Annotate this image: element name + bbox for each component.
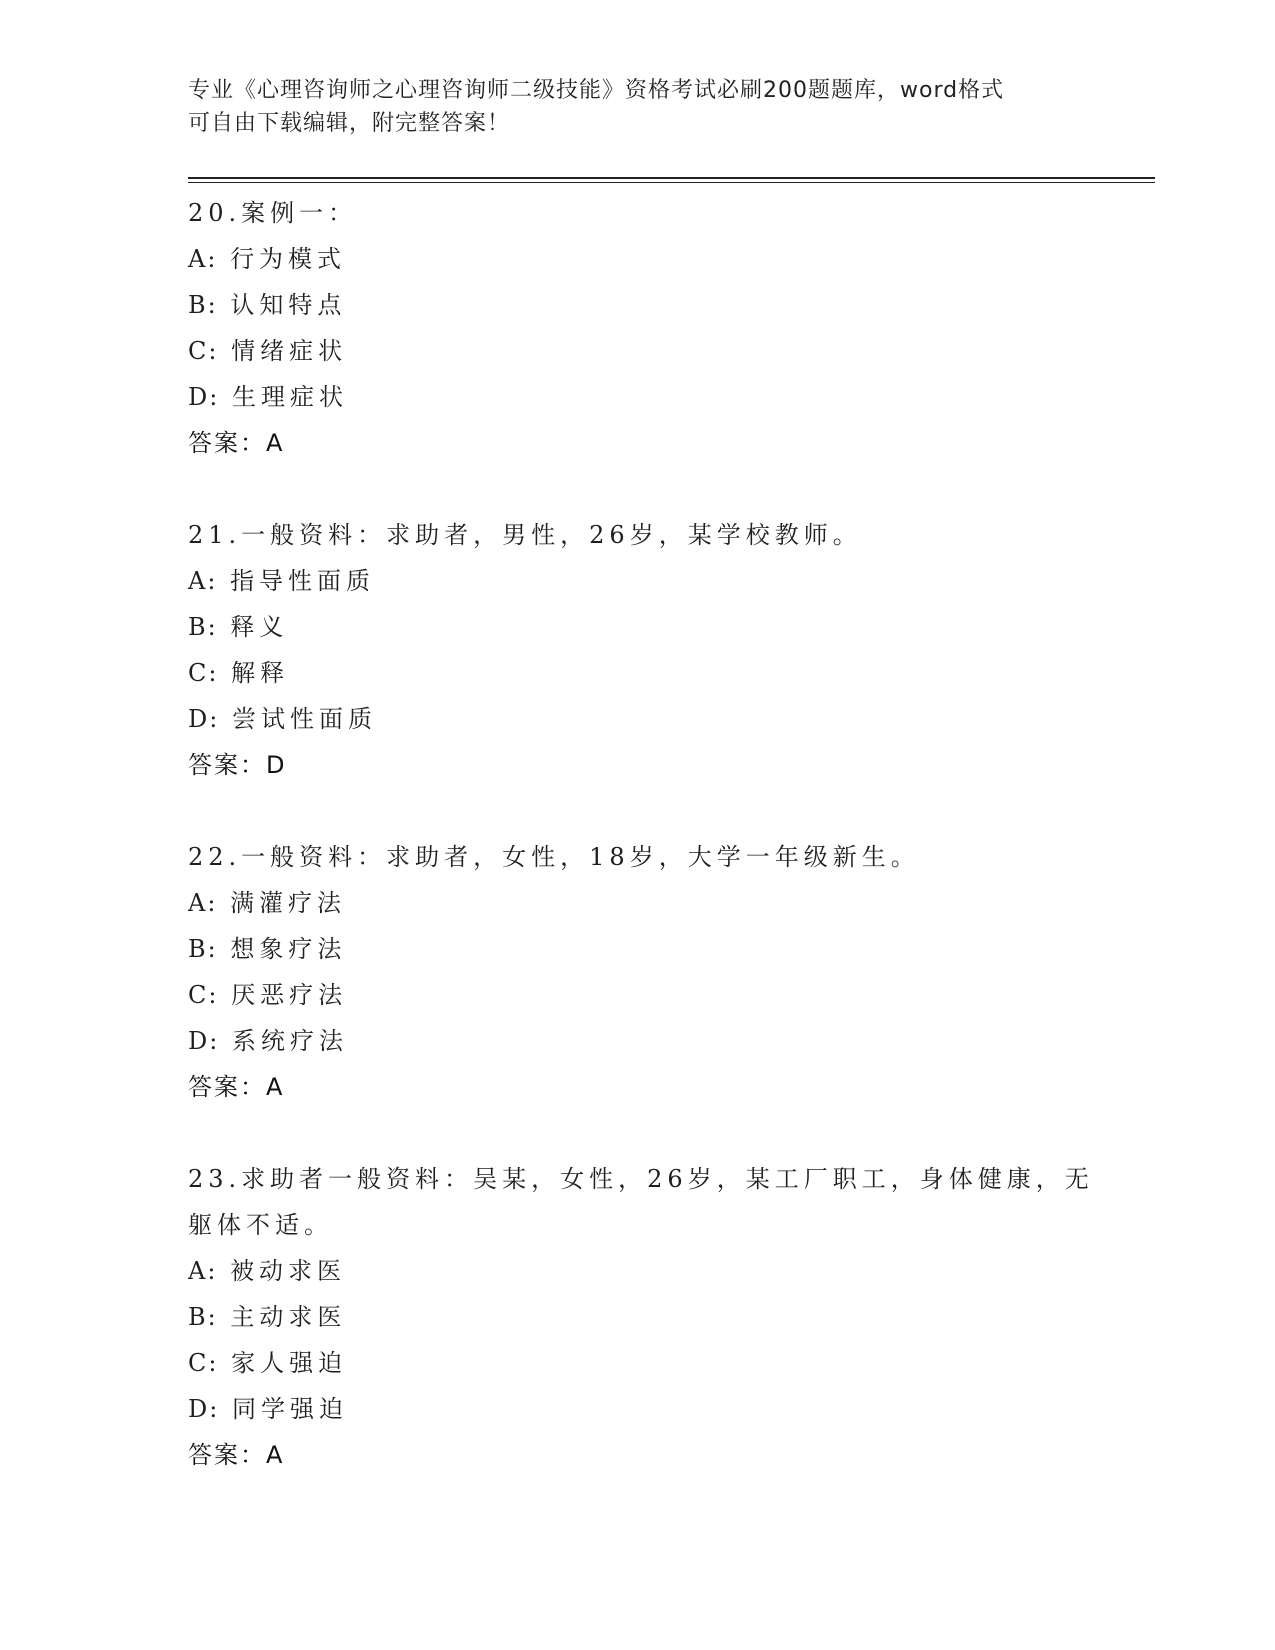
option-text: 指导性面质 (230, 567, 376, 595)
option-label: A: (188, 245, 218, 273)
option-text: 系统疗法 (231, 1027, 348, 1055)
option-text: 想象疗法 (230, 935, 347, 963)
answer-line: 答案：A (188, 1073, 285, 1101)
option-text: 行为模式 (230, 245, 347, 273)
question-21 (188, 512, 1088, 788)
question-stem-continued: 躯体不适。 (188, 1211, 333, 1239)
option-label: C: (188, 1349, 219, 1377)
option-label: A: (188, 1257, 218, 1285)
option-text: 被动求医 (230, 1257, 347, 1285)
option-a (188, 236, 1088, 282)
answer-line: 答案：D (188, 751, 287, 779)
option-label: B: (188, 1303, 218, 1331)
option-label: B: (188, 935, 218, 963)
header-rule-thin (188, 182, 1155, 183)
question-stem: 20.案例一： (188, 199, 358, 227)
option-label: C: (188, 337, 219, 365)
option-b (188, 1294, 1088, 1340)
question-list (188, 190, 1094, 1524)
option-b (188, 604, 1088, 650)
option-a (188, 1248, 1088, 1294)
document-header (188, 74, 1088, 140)
question-23 (188, 1156, 1094, 1478)
option-text: 释义 (230, 613, 289, 641)
option-a (188, 558, 1088, 604)
option-b (188, 282, 1088, 328)
option-d (188, 1386, 1088, 1432)
option-c (188, 328, 1088, 374)
question-20 (188, 190, 1088, 466)
option-label: D: (188, 383, 220, 411)
option-text: 解释 (231, 659, 290, 687)
option-label: B: (188, 291, 218, 319)
question-stem: 21.一般资料：求助者，男性，26岁，某学校教师。 (188, 521, 862, 549)
question-22 (188, 834, 1088, 1110)
option-label: D: (188, 1395, 220, 1423)
option-b (188, 926, 1088, 972)
answer-line: 答案：A (188, 429, 285, 457)
option-text: 厌恶疗法 (231, 981, 348, 1009)
header-line-2: 可自由下载编辑，附完整答案！ (188, 111, 511, 136)
option-label: B: (188, 613, 218, 641)
option-c (188, 650, 1088, 696)
option-c (188, 1340, 1088, 1386)
option-d (188, 1018, 1088, 1064)
option-label: C: (188, 659, 219, 687)
option-text: 尝试性面质 (231, 705, 377, 733)
answer-line: 答案：A (188, 1441, 285, 1469)
option-label: D: (188, 1027, 220, 1055)
option-d (188, 696, 1088, 742)
option-text: 家人强迫 (231, 1349, 348, 1377)
option-label: D: (188, 705, 220, 733)
option-text: 认知特点 (230, 291, 347, 319)
option-text: 同学强迫 (231, 1395, 348, 1423)
option-label: A: (188, 567, 218, 595)
option-text: 主动求医 (230, 1303, 347, 1331)
option-label: A: (188, 889, 218, 917)
header-line-1: 专业《心理咨询师之心理咨询师二级技能》资格考试必刷200题题库，word格式 (188, 78, 1005, 103)
question-stem: 22.一般资料：求助者，女性，18岁，大学一年级新生。 (188, 843, 920, 871)
option-a (188, 880, 1088, 926)
option-text: 生理症状 (231, 383, 348, 411)
option-c (188, 972, 1088, 1018)
option-label: C: (188, 981, 219, 1009)
option-text: 满灌疗法 (230, 889, 347, 917)
question-stem: 23.求助者一般资料：吴某，女性，26岁，某工厂职工，身体健康，无 (188, 1165, 1094, 1193)
option-text: 情绪症状 (231, 337, 348, 365)
option-d (188, 374, 1088, 420)
header-rule-thick (188, 177, 1155, 179)
